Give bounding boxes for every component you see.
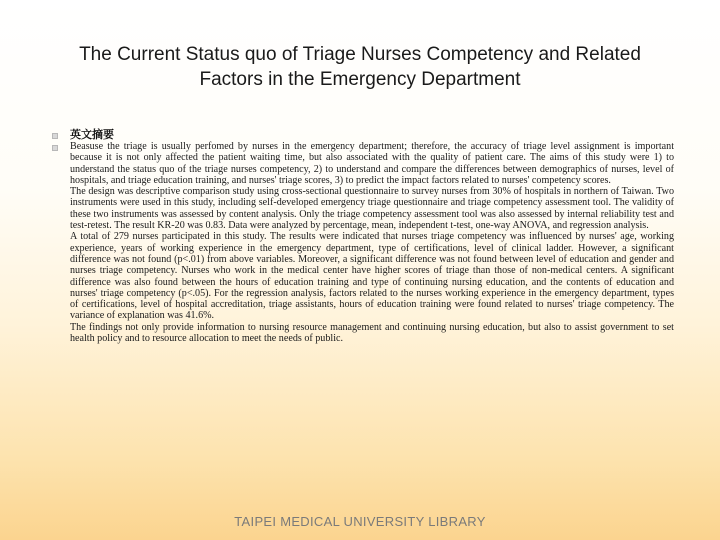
title-line-2: Factors in the Emergency Department — [199, 69, 521, 90]
abstract-paragraph: A total of 279 nurses participated in this study. The results were indicated that nurses triage competency was influenced by nurses' age, working experience, years of working experience in the emergency department, type of certifications, level of clinical ladder. However, a significant difference was not found (p<.01) from above variables. Moreover, a significant difference was not found between level of education and gender and nurses triage competency. Nurses who work in the medical center have higher scores of triage than those of non-medical centers. A significant difference was also found between the hours of education training and type of continuing nursing education, and the contents of education and nurses' triage competency (p<.05). For the regression analysis, factors related to the nurses working experience in the emergency department, types of certifications, level of hospital accreditation, triage assistants, hours of education training were found related to nurses' triage competency. The variance of explanation was 41.6%. — [70, 231, 674, 322]
slide-title — [40, 42, 680, 92]
title-line-1: The Current Status quo of Triage Nurses Competency and Related — [79, 44, 641, 65]
square-bullet-icon — [52, 133, 58, 139]
abstract-paragraph: The findings not only provide information to nursing resource management and continuing nursing education, but also to assist government to set health policy and to resource allocation to meet the needs of public. — [70, 321, 674, 345]
abstract-body — [70, 141, 674, 344]
abstract-paragraph: The design was descriptive comparison study using cross-sectional questionnaire to survey nurses from 30% of hospitals in northern of Taiwan. Two instruments were used in this study, including self-developed emergency triage questionnaire and triage competency assessment tool. The validity of these two instruments was assessed by content analysis. Only the triage competency assessment tool was also assessed by internal reliability test and test-retest. The result KR-20 was 0.83. Data were analyzed by percentage, mean, independent t-test, one-way ANOVA, and regression analysis. — [70, 186, 674, 232]
library-footer: TAIPEI MEDICAL UNIVERSITY LIBRARY — [234, 514, 486, 529]
square-bullet-icon — [52, 145, 58, 151]
abstract-paragraph: Beasuse the triage is usually perfomed by nurses in the emergency department; therefore, the accuracy of triage level assignment is important because it is not only affected the patient waiting time, but also associated with the quality of patient care. The aims of this study were 1) to understand the status quo of the triage nurses competency, 2) to understand and compare the differences between demographics of nurses, level of hospitals, and triage education training, and nurses' triage scores, 3) to predict the impact factors related to nurses' competency scores. — [70, 141, 674, 186]
abstract-heading: 英文摘要 — [70, 128, 114, 141]
